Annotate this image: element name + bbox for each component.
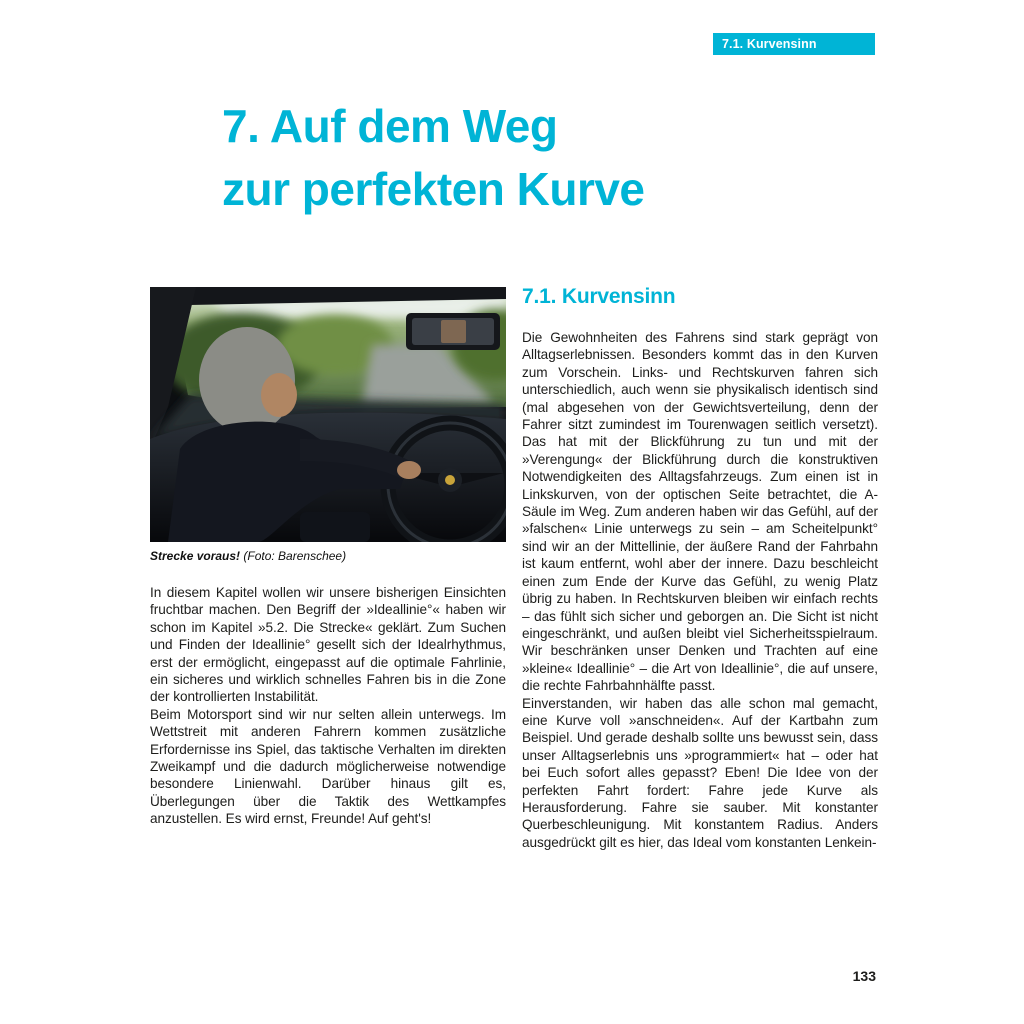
body-paragraph: Einverstanden, wir haben das alle schon mal gemacht, eine Kurve voll »anschneiden«. Auf der Kartbahn zum Beispiel. Und gerade deshalb sollte uns bewusst sein, dass unser Alltagserlebnis uns »programmiert« hat – oder hat bei Euch sofort alles gepasst? Eben! Die Idee von der perfekten Fahrt fordert: Fahre jede Kurve als Herausforderung. Fahre sie sauber. Mit konstanter Querbeschleunigung. Mit konstantem Radius. Anders ausgedrückt gilt es hier, das Ideal vom konstanten Lenkein- [522,695,878,850]
section-heading: 7.1. Kurvensinn [522,285,676,308]
cockpit-photo-illustration [150,287,506,542]
page-number: 133 [852,968,876,984]
running-header-tab: 7.1. Kurvensinn [713,33,875,55]
right-column [522,285,878,851]
chapter-title-line1: 7. Auf dem Weg [222,100,558,152]
body-paragraph: Die Gewohnheiten des Fahrens sind stark geprägt von Alltagserlebnissen. Besonders kommt das in den Kurven zum Vorschein. Links- und Rechtskurven fahren sich unterschiedlich, auch wenn sie physikalisch identisch sind (mal abgesehen von der Gewichtsverteilung, denn der Fahrer sitzt zumindest im Tourenwagen seitlich versetzt). Das hat mit der Blickführung zu tun und mit der »Verengung« der Blickführung durch die konstruktiven Notwendigkeiten des Alltagsfahrzeugs. Zum einen ist in Linkskurven, von der optischen Seite betrachtet, die A-Säule im Weg. Zum anderen haben wir das Gefühl, auf der »falschen« Linie unterwegs zu sein – am Scheitelpunkt° sind wir an der Mittellinie, der äußere Rand der Fahrbahn ist kaum entfernt, wohl aber der innere. Dazu beschleicht einen zum Ende der Kurve das Gefühl, zu wenig Platz übrig zu haben. In Rechtskurven bleiben wir einfach rechts – das fühlt sich sicher und geborgen an. Die Sicht ist nicht eingeschränkt, und außen bleibt viel Sicherheitsspielraum. Wir beschränken unser Denken und Trachten auf eine »kleine« Ideallinie° – die Art von Ideallinie°, die auf unsere, die rechte Fahrbahnhälfte passt. [522,330,878,694]
chapter-title [222,95,862,221]
photo-caption-title: Strecke voraus! [150,549,241,563]
left-column [150,287,506,828]
body-paragraph: In diesem Kapitel wollen wir unsere bisherigen Einsichten fruchtbar machen. Den Begriff der »Ideallinie°« haben wir schon im Kapitel »5.2. Die Strecke« geklärt. Zum Suchen und Finden der Ideallinie° gesellt sich der Idealrhythmus, erst der ermöglicht, eingepasst auf die optimale Fahrlinie, ein sicheres und wirklich schnelles Fahren bis in die Zone der kontrollierten Instabilität. [150,585,506,705]
body-paragraph: Beim Motorsport sind wir nur selten allein unterwegs. Im Wettstreit mit anderen Fahrern kommen zusätzliche Erfordernisse ins Spiel, das taktische Verhalten im direkten Zweikampf und die dadurch möglicherweise notwendige besondere Linienwahl. Darüber hinaus gilt es, Überlegungen über die Taktik des Wettkampfes anzustellen. Es wird ernst, Freunde! Auf geht's! [150,706,506,827]
cockpit-photo [150,287,506,542]
chapter-title-line2: zur perfekten Kurve [222,163,645,215]
photo-caption-credit: (Foto: Barenschee) [240,549,347,563]
photo-caption [150,549,506,563]
